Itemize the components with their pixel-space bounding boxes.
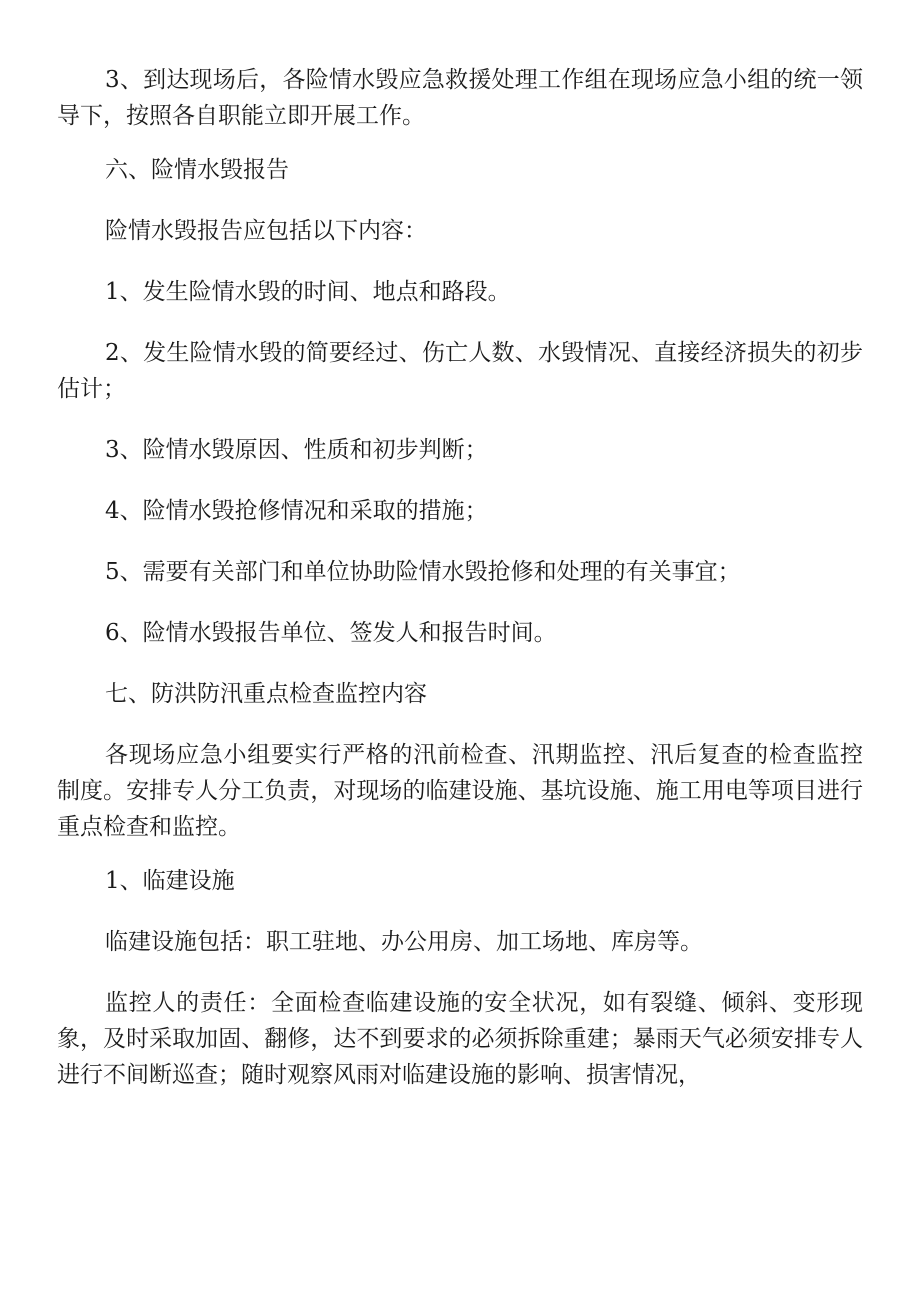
paragraph-facilities-scope: 临建设施包括：职工驻地、办公用房、加工场地、库房等。 <box>105 929 703 955</box>
list-item-report-1: 1、发生险情水毁的时间、地点和路段。 <box>105 279 511 305</box>
paragraph-monitor-responsibility: 监控人的责任：全面检查临建设施的安全状况，如有裂缝、倾斜、变形现象，及时采取加固、翻修，达不到要求的必须拆除重建；暴雨天气必须安排专人进行不间断巡查；随时观察风雨对临建设施的影响、损害情况， <box>57 990 863 1088</box>
section-heading-flood-inspection: 七、防洪防汛重点检查监控内容 <box>105 681 427 707</box>
document-page <box>57 62 863 1093</box>
list-item-report-5: 5、需要有关部门和单位协助险情水毁抢修和处理的有关事宜； <box>105 559 741 585</box>
list-item-report-3: 3、险情水毁原因、性质和初步判断； <box>105 437 488 463</box>
paragraph-inspection-system: 各现场应急小组要实行严格的汛前检查、汛期监控、汛后复查的检查监控制度。安排专人分工负责，对现场的临建设施、基坑设施、施工用电等项目进行重点检查和监控。 <box>57 742 863 840</box>
paragraph-arrival-work: 3、到达现场后，各险情水毁应急救援处理工作组在现场应急小组的统一领导下，按照各自职能立即开展工作。 <box>57 67 863 129</box>
list-item-report-4: 4、险情水毁抢修情况和采取的措施； <box>105 498 488 524</box>
paragraph-report-contents-intro: 险情水毁报告应包括以下内容： <box>105 218 427 244</box>
list-item-report-6: 6、险情水毁报告单位、签发人和报告时间。 <box>105 620 557 646</box>
subheading-temporary-facilities: 1、临建设施 <box>105 868 235 894</box>
section-heading-damage-report: 六、险情水毁报告 <box>105 157 289 183</box>
list-item-report-2: 2、发生险情水毁的简要经过、伤亡人数、水毁情况、直接经济损失的初步估计； <box>57 340 863 402</box>
